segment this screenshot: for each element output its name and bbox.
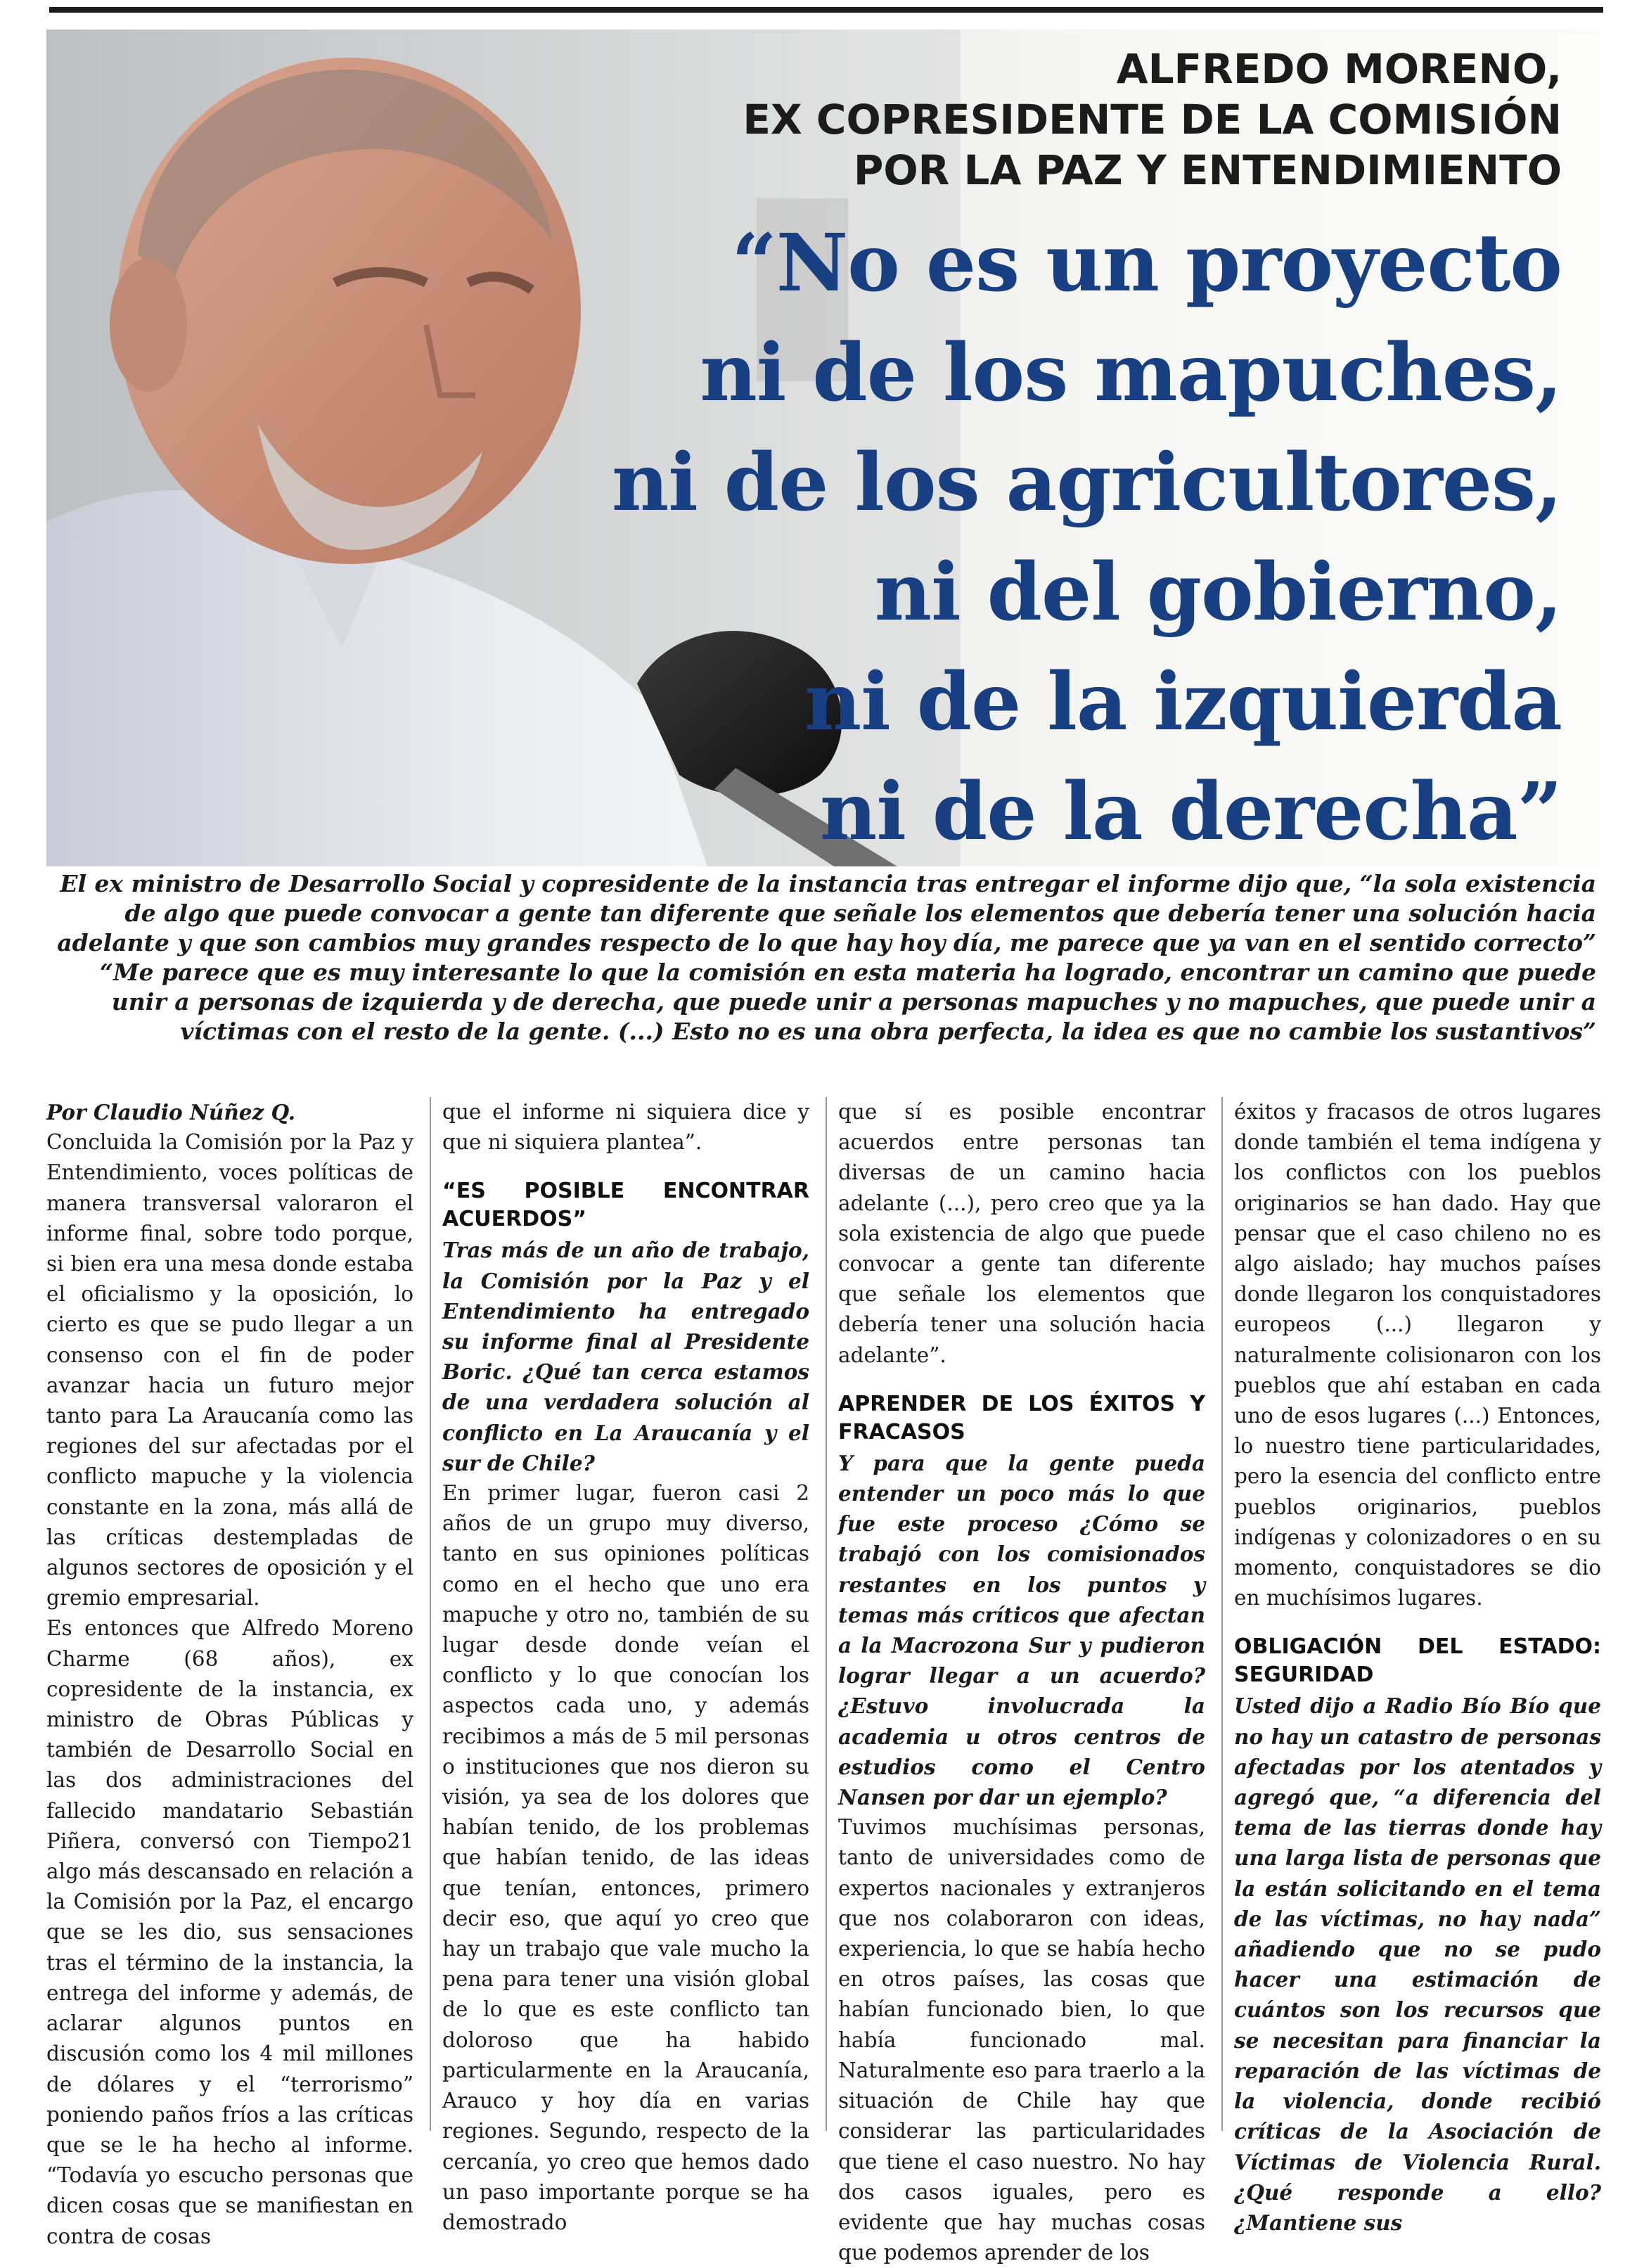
headline-line-6: ni de la derecha” — [819, 766, 1562, 858]
column-rule — [430, 1097, 431, 2131]
column-2 — [442, 1097, 809, 2234]
column-1 — [46, 1097, 413, 2248]
col1-paragraph-1: Concluida la Comisión por la Paz y Entendimiento, voces políticas de manera transversal valoraron el informe final, sobre todo porque, si bien era una mesa donde estaba el oficialismo y la oposición, lo cierto es que se pudo llegar a un consenso con el fin de poder avanzar hacia un futuro mejor tanto para La Araucanía como las regiones del sur afectadas por el conflicto mapuche y la violencia constante en la zona, más allá de las críticas destempladas de algunos sectores de oposición y el gremio empresarial. — [46, 1130, 413, 1610]
col2-paragraph-1: que el informe ni siquiera dice y que ni siquiera plantea”. — [442, 1100, 809, 1155]
headline-line-4: ni del gobierno, — [874, 546, 1562, 639]
col3-paragraph-1: que sí es posible encontrar acuerdos entre personas tan diversas de un camino hacia adelante (...), pero creo que ya la sola existencia de algo que puede convocar a gente tan diferente que señale los elementos que debería tener una solución hacia adelante”. — [838, 1100, 1205, 1367]
top-rule — [49, 7, 1603, 13]
question-2: Y para que la gente pueda entender un poco más lo que fue este proceso ¿Cómo se trabajó con los comisionados restantes en los puntos y temas más críticos que afectan a la Macrozona Sur y pudieron lograr llegar a un acuerdo? ¿Estuvo involucrada la academia u otros centros de estudios como el Centro Nansen por dar un ejemplo? — [838, 1450, 1205, 1810]
article-body — [46, 1097, 1602, 2265]
hero-banner — [46, 30, 1600, 866]
kicker-line-3: POR LA PAZ Y ENTENDIMIENTO — [853, 146, 1562, 194]
headline-line-2: ni de los mapuches, — [700, 327, 1562, 419]
subheading-acuerdos: “ES POSIBLE ENCONTRAR ACUERDOS” — [442, 1179, 809, 1232]
col4-paragraph-1: éxitos y fracasos de otros lugares donde también el tema indígena y los conflictos con los pueblos originarios se han dado. Hay que pensar que el caso chileno no es algo aislado; hay muchos países donde llegaron los conquistadores europeos (...) llegaron y naturalmente colisionaron con los pueblos que ahí estaban en cada uno de esos lugares (...) Entonces, lo nuestro tiene particularidades, pero la esencia del conflicto entre pueblos originarios, pueblos indígenas y colonizadores o en su momento, conquistadores se dio en muchísimos lugares. — [1234, 1100, 1601, 1610]
deck-paragraph-2: “Me parece que es muy interesante lo que la comisión en esta materia ha logrado, encontrar un camino que puede unir a personas de izquierda y de derecha, que puede unir a personas mapuches y no mapuches, que puede unir a víctimas con el resto de la gente. (...) Esto no es una obra perfecta, la idea es que no cambie los sustantivos” — [100, 959, 1596, 1045]
col3-paragraph-2: Tuvimos muchísimas personas, tanto de universidades como de expertos nacionales y extranjeros que nos colaboraron con ideas, experiencia, lo que se había hecho en otros países, las cosas que habían funcionado bien, lo que había funcionado mal. Naturalmente eso para traerlo a la situación de Chile hay que considerar las particularidades que tiene el caso nuestro. No hay dos casos iguales, pero es evidente que hay muchas cosas que podemos aprender de los — [838, 1815, 1205, 2265]
kicker — [743, 44, 1562, 196]
column-rule — [1221, 1097, 1223, 2131]
question-3: Usted dijo a Radio Bío Bío que no hay un catastro de personas afectadas por los atentados y agregó que, “a diferencia del tema de las tierras donde hay una larga lista de personas que la están solicitando en el tema de las víctimas, no hay nada” añadiendo que no se pudo hacer una estimación de cuántos son los recursos que se necesitan para financiar la reparación de las víctimas de la violencia, donde recibió críticas de la Asociación de Víctimas de Violencia Rural. ¿Qué responde a ello? ¿Mantiene sus — [1234, 1693, 1601, 2235]
headline-line-5: ni de la izquierda — [804, 656, 1562, 748]
deck-paragraph-1: El ex ministro de Desarrollo Social y copresidente de la instancia tras entregar el informe dijo que, “la sola existencia de algo que puede convocar a gente tan diferente que señale los elementos que debería tener una solución hacia adelante y que son cambios muy grandes respecto de lo que hay hoy día, me parece que ya van en el sentido correcto” — [57, 870, 1596, 956]
col2-paragraph-2: En primer lugar, fueron casi 2 años de un grupo muy diverso, tanto en sus opiniones políticas como en el hecho que uno era mapuche y otro no, también de su lugar desde donde veían el conflicto y lo que conocían los aspectos cada uno, y además recibimos a más de 5 mil personas o instituciones que nos dieron su visión, ya sea de los dolores que habían tenido, de los problemas que habían tenido, de las ideas que tenían, entonces, primero decir eso, que aquí yo creo que hay un trabajo que vale mucho la pena para tener una visión global de lo que es este conflicto tan doloroso que ha habido particularmente en la Araucanía, Arauco y hoy día en varias regiones. Segundo, respecto de la cercanía, yo creo que hemos dado un paso importante porque se ha demostrado — [442, 1481, 809, 2234]
column-4 — [1234, 1097, 1601, 2235]
subheading-exitos: APRENDER DE LOS ÉXITOS Y FRACASOS — [838, 1391, 1205, 1444]
headline — [612, 209, 1562, 867]
headline-line-3: ni de los agricultores, — [611, 437, 1562, 529]
col1-paragraph-2: Es entonces que Alfredo Moreno Charme (68 años), ex copresidente de la instancia, ex ministro de Obras Públicas y también de Desarrollo Social en las dos administraciones del fallecido mandatario Sebastián Piñera, conversó con Tiempo21 algo más descansado en relación a la Comisión por la Paz, el encargo que se les dio, sus sensaciones tras el término de la instancia, la entrega del informe y además, de aclarar algunos puntos en discusión como los 4 mil millones de dólares y el “terrorismo” poniendo paños fríos a las críticas que se le ha hecho al informe. “Todavía yo escucho personas que dicen cosas que se manifiestan en contra de cosas — [46, 1616, 413, 2248]
kicker-line-2: EX COPRESIDENTE DE LA COMISIÓN — [743, 96, 1562, 143]
column-3 — [838, 1097, 1205, 2265]
byline: Por Claudio Núñez Q. — [46, 1100, 296, 1125]
column-rule — [826, 1097, 827, 2131]
subheading-seguridad: OBLIGACIÓN DEL ESTADO: SEGURIDAD — [1234, 1634, 1601, 1688]
kicker-line-1: ALFREDO MORENO, — [1116, 45, 1562, 93]
question-1: Tras más de un año de trabajo, la Comisión por la Paz y el Entendimiento ha entregado su informe final al Presidente Boric. ¿Qué tan cerca estamos de una verdadera solución al conflicto en La Araucanía y el sur de Chile? — [442, 1238, 809, 1475]
deck — [49, 869, 1596, 1046]
headline-line-1: “No es un proyecto — [731, 217, 1562, 309]
